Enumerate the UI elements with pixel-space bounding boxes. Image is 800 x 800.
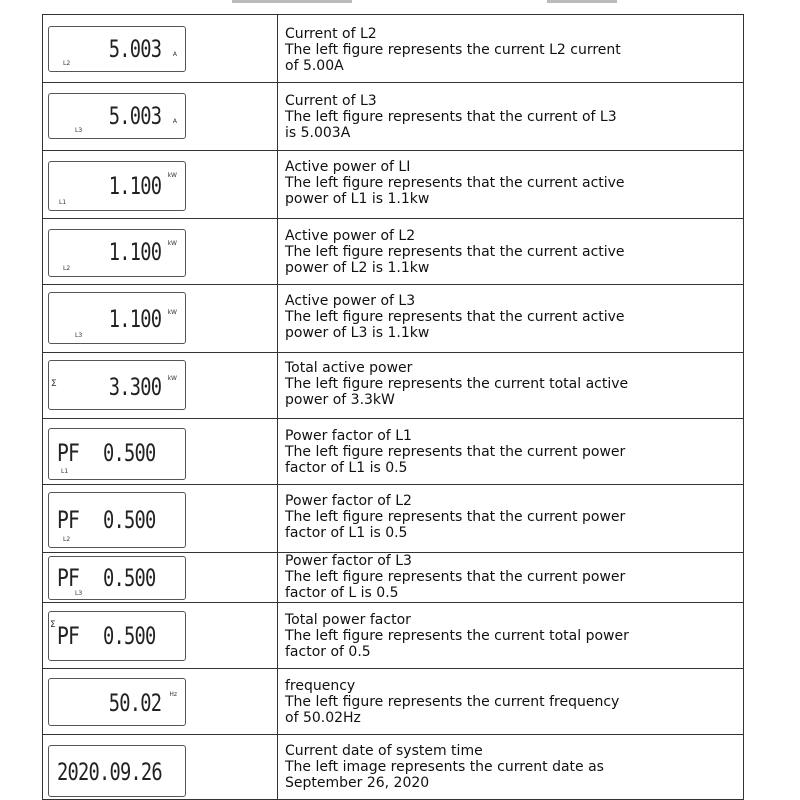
lcd-phase-label: L1	[59, 199, 67, 206]
cropped-header-fragment	[547, 0, 617, 3]
row-description-line: The left figure represents the current frequency	[285, 694, 620, 710]
row-description-line: factor of 0.5	[285, 644, 371, 660]
row-description-line: factor of L1 is 0.5	[285, 460, 408, 476]
lcd-cell	[43, 735, 278, 799]
table-row	[42, 218, 744, 284]
table-row	[42, 352, 744, 418]
lcd-phase-label: L3	[75, 590, 83, 597]
description-cell	[285, 360, 735, 408]
lcd-cell	[43, 485, 278, 552]
table-row	[42, 14, 744, 82]
description-cell	[285, 553, 735, 601]
lcd-phase-label: L2	[63, 265, 71, 272]
row-description-line: power of L3 is 1.1kw	[285, 325, 430, 341]
lcd-phase-label: L2	[63, 536, 71, 543]
lcd-unit: kW	[167, 172, 177, 179]
table-row	[42, 668, 744, 734]
lcd-display	[48, 611, 186, 661]
lcd-display	[48, 93, 186, 139]
lcd-reading: 5.003	[108, 35, 161, 63]
row-title: Total active power	[285, 360, 413, 376]
lcd-cell	[43, 15, 278, 82]
table-row	[42, 484, 744, 552]
table-row	[42, 150, 744, 218]
row-title: Total power factor	[285, 612, 411, 628]
lcd-pf-label: PF	[57, 506, 80, 534]
row-title: Current of L2	[285, 26, 377, 42]
lcd-unit: kW	[167, 309, 177, 316]
lcd-reading: 0.500	[103, 622, 156, 650]
lcd-reading: 0.500	[103, 439, 156, 467]
row-title: Power factor of L3	[285, 553, 412, 569]
lcd-phase-label: L3	[75, 332, 83, 339]
lcd-date-reading: 2020.09.26	[57, 758, 162, 786]
lcd-unit: Hz	[169, 691, 177, 698]
lcd-reading: 1.100	[108, 305, 161, 333]
lcd-display	[48, 556, 186, 600]
lcd-display	[48, 360, 186, 410]
lcd-display	[48, 229, 186, 277]
lcd-reading: 3.300	[108, 373, 161, 401]
row-description-line: The left figure represents the current total active	[285, 376, 629, 392]
lcd-cell	[43, 83, 278, 150]
description-cell	[285, 159, 735, 207]
description-cell	[285, 428, 735, 476]
table-row	[42, 602, 744, 668]
row-title: Active power of LI	[285, 159, 411, 175]
lcd-display	[48, 745, 186, 797]
row-description-line: The left image represents the current date as	[285, 759, 604, 775]
lcd-cell	[43, 285, 278, 352]
lcd-reading: 1.100	[108, 238, 161, 266]
row-description-line: is 5.003A	[285, 125, 351, 141]
cropped-top-edge	[42, 0, 744, 8]
lcd-display	[48, 292, 186, 344]
lcd-display	[48, 161, 186, 211]
lcd-reading: 1.100	[108, 172, 161, 200]
lcd-cell	[43, 669, 278, 734]
lcd-reading: 0.500	[103, 506, 156, 534]
lcd-display	[48, 492, 186, 548]
lcd-unit: A	[172, 118, 177, 125]
lcd-pf-label: PF	[57, 622, 80, 650]
row-description-line: The left figure represents that the current of L3	[285, 109, 617, 125]
lcd-cell	[43, 603, 278, 668]
row-description-line: The left figure represents that the current power	[285, 509, 626, 525]
description-cell	[285, 228, 735, 276]
lcd-display	[48, 26, 186, 72]
row-description-line: factor of L1 is 0.5	[285, 525, 408, 541]
row-title: Power factor of L2	[285, 493, 412, 509]
lcd-cell	[43, 219, 278, 284]
lcd-display	[48, 678, 186, 726]
lcd-cell	[43, 553, 278, 602]
row-description-line: of 5.00A	[285, 58, 344, 74]
row-title: frequency	[285, 678, 356, 694]
row-description-line: September 26, 2020	[285, 775, 430, 791]
row-description-line: The left figure represents that the current power	[285, 569, 626, 585]
lcd-display	[48, 428, 186, 480]
lcd-phase-label: L3	[75, 127, 83, 134]
description-cell	[285, 26, 735, 74]
lcd-unit: A	[172, 51, 177, 58]
description-cell	[285, 743, 735, 791]
table-row	[42, 284, 744, 352]
cropped-header-fragment	[232, 0, 352, 3]
lcd-pf-label: PF	[57, 439, 80, 467]
row-description-line: The left figure represents the current L2 current	[285, 42, 621, 58]
lcd-reading: 5.003	[108, 102, 161, 130]
row-title: Active power of L3	[285, 293, 416, 309]
row-description-line: The left figure represents that the current active	[285, 309, 625, 325]
table-row	[42, 552, 744, 602]
row-description-line: power of L1 is 1.1kw	[285, 191, 430, 207]
row-title: Active power of L2	[285, 228, 416, 244]
lcd-cell	[43, 419, 278, 484]
row-description-line: The left figure represents that the current power	[285, 444, 626, 460]
table-row	[42, 734, 744, 800]
row-description-line: The left figure represents that the current active	[285, 175, 625, 191]
description-cell	[285, 93, 735, 141]
lcd-unit: kW	[167, 375, 177, 382]
row-title: Current date of system time	[285, 743, 483, 759]
lcd-reading: 50.02	[108, 689, 161, 717]
sigma-icon: Σ	[51, 379, 57, 389]
table-row	[42, 82, 744, 150]
lcd-cell	[43, 353, 278, 418]
row-description-line: power of 3.3kW	[285, 392, 395, 408]
lcd-phase-label: L1	[61, 468, 69, 475]
table-row	[42, 418, 744, 484]
lcd-cell	[43, 151, 278, 218]
row-description-line: power of L2 is 1.1kw	[285, 260, 430, 276]
row-title: Power factor of L1	[285, 428, 412, 444]
lcd-pf-label: PF	[57, 564, 80, 592]
row-title: Current of L3	[285, 93, 377, 109]
description-cell	[285, 293, 735, 341]
description-cell	[285, 678, 735, 726]
row-description-line: The left figure represents the current total power	[285, 628, 629, 644]
lcd-phase-label: L2	[63, 60, 71, 67]
lcd-unit: kW	[167, 240, 177, 247]
lcd-reading: 0.500	[103, 564, 156, 592]
row-description-line: of 50.02Hz	[285, 710, 361, 726]
sigma-icon: Σ	[50, 620, 56, 630]
description-cell	[285, 612, 735, 660]
row-description-line: The left figure represents that the current active	[285, 244, 625, 260]
description-cell	[285, 493, 735, 541]
row-description-line: factor of L is 0.5	[285, 585, 399, 601]
